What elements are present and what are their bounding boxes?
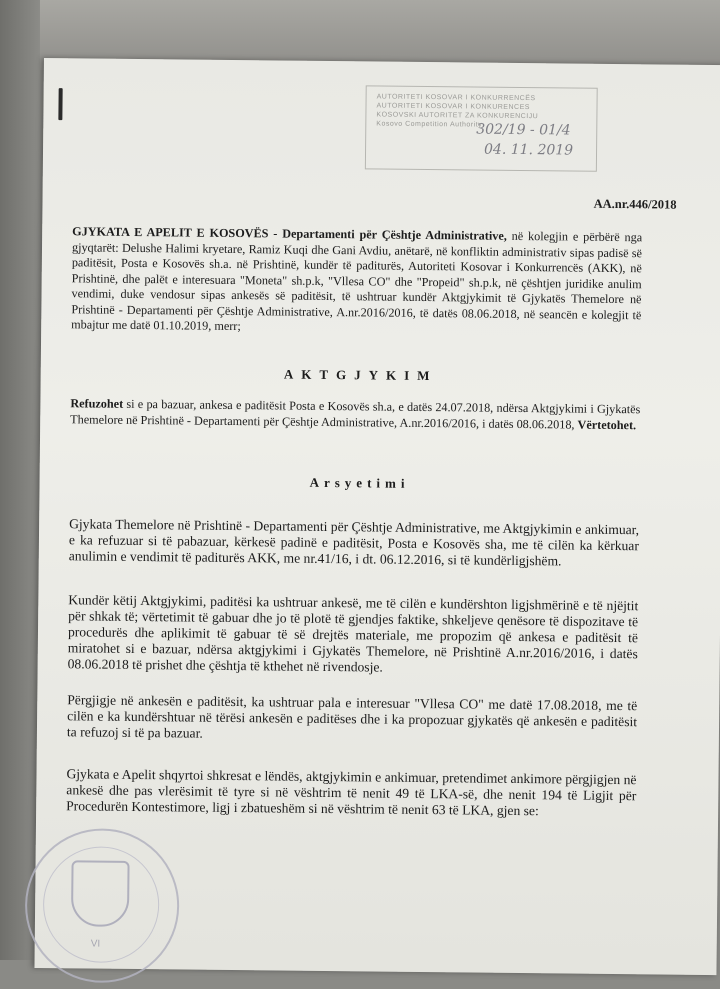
background-left xyxy=(0,0,40,960)
court-seal xyxy=(24,828,180,984)
court-name: GJYKATA E APELIT E KOSOVËS xyxy=(72,224,269,241)
stamp-handwritten-date: 04. 11. 2019 xyxy=(483,141,574,159)
stamp-line: KOSOVSKI AUTORITET ZA KONKURENCIJU xyxy=(376,111,539,121)
stamp-line: Kosovo Competition Authority xyxy=(376,120,483,129)
intro-text: në kolegjin e përbërë nga gjyqtarët: Delushe Halimi kryetare, Ramiz Kuqi dhe Gani Avdiu, anëtarë, në konfliktin administrativ sipas padisë së paditësit, Posta e Kosovës sh.a. në Prishtinë, kundër të paditurës, Autoriteti Kosovar i Konkurrencës (AKK), në Prishtinë, dhe palët e interesuara "Moneta" sh.p.k, "Vllesa CO" dhe "Propeid" sh.p.k, në çështjen juridike anulim vendimi, duke vendosur sipas ankesës së paditësit, të ushtruar kundër Aktgjykimit të Gjykatës Themelore në Prishtinë - Departamenti për Çështje Administrative, A.nr.2016/2016, të datës 08.06.2018, në seancën e kolegjit të mbajtur me datë 01.10.2019, merr; xyxy=(71,228,643,334)
seal-emblem-icon xyxy=(71,860,130,927)
intro-paragraph xyxy=(71,224,642,338)
verdict-heading: AKTGJYKIM xyxy=(283,366,438,384)
reasoning-paragraph-2: Kundër këtij Aktgjykimi, paditësi ka ushtruar ankesë, me të cilën e kundërshton ligjshmërinë e të njëjtit për shkak të; vërtetimit të gabuar dhe jo të plotë të gjendjes faktike, shkeljeve qenësore të dispozitave të procedurës dhe aplikimit të gabuar të së drejtës materiale, me propozim që ankesa e paditësit të miratohet si e bazuar, ndërsa aktgjykimi i Gjykatës Themelore, në Prishtinë A.nr.2016/2016, i datës 08.06.2018 të prishet dhe çështja të kthehet në rivendosje. xyxy=(67,592,639,675)
verdict-paragraph xyxy=(70,396,640,433)
stamp-handwritten-number: 302/19 - 01/4 xyxy=(476,121,571,139)
court-department: - Departamenti për Çështje Administrative, xyxy=(273,226,507,243)
seal-text: VI xyxy=(90,938,101,950)
reasoning-paragraph-3: Përgjigje në ankesën e paditësit, ka ushtruar pala e interesuar "Vllesa CO" me datë 17.08.2018, me të cilën e ka kundërshtuar në tërësi ankesën e paditëses dhe i ka propozuar gjykatës që ankesën e paditësit ta refuzoj si të pa bazuar. xyxy=(66,692,638,741)
verdict-text: si e pa bazuar, ankesa e paditësit Posta e Kosovës sh.a, e datës 24.07.2018, ndërsa Aktgjykimi i Gjykatës Themelore në Prishtinë - Departamenti për Çështje Administrative, A.nr.2016/2016, i datës 08.06.2018, xyxy=(70,396,641,432)
reasoning-heading: Arsyetimi xyxy=(309,474,410,491)
reasoning-paragraph-1: Gjykata Themelore në Prishtinë - Departamenti për Çështje Administrative, me Aktgjykimin e ankimuar, e ka refuzuar si të pabazuar, kërkesë padinë e paditësit, Posta e Kosovës sha, me të cilën ka kërkuar anulimin e vendimit të paditurës AKK, me nr.41/16, i dt. 06.12.2016, si të kundërligjshëm. xyxy=(68,516,640,569)
stamp-line: AUTORITETI KOSOVAR I KONKURRENCËS xyxy=(376,93,536,103)
registry-stamp xyxy=(365,85,598,171)
reasoning-paragraph-4: Gjykata e Apelit shqyrtoi shkresat e lëndës, aktgjykimin e ankimuar, pretendimet ankimore përgjigjen në ankesë dhe pas vlerësimit të tyre si në vështrim të nenit 49 të LKA-së, dhe nenit 194 të Ligjit për Procedurën Kontestimore, ligj i zbatueshëm si në vështrim të nenit 63 të LKA, gjen se: xyxy=(66,766,637,819)
stamp-line: AUTORITETI KOSOVAR I KONKURENCES xyxy=(376,102,530,112)
case-number: AA.nr.446/2018 xyxy=(593,196,677,212)
verdict-tail: Vërtetohet. xyxy=(577,417,637,432)
verdict-lead: Refuzohet xyxy=(70,396,124,411)
document-page xyxy=(34,58,720,975)
margin-mark xyxy=(58,88,62,120)
